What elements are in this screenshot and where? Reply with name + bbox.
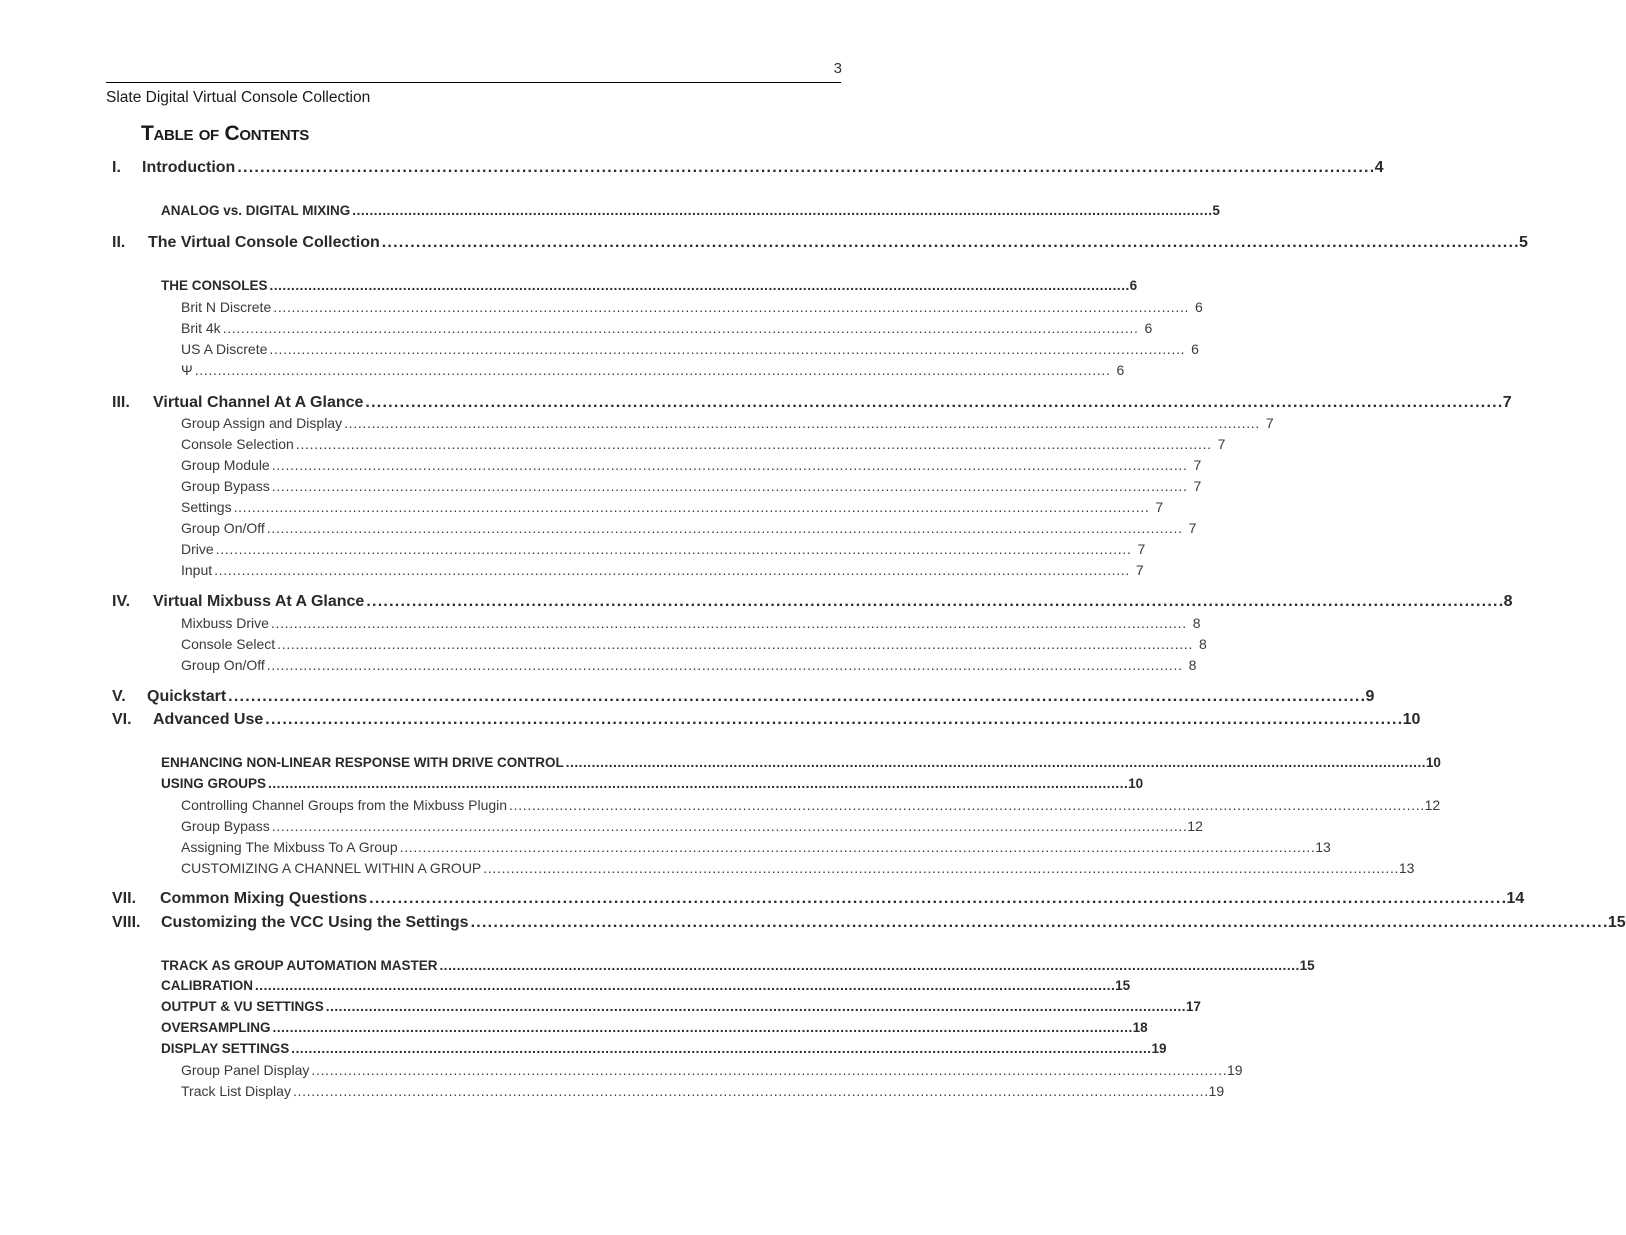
toc-entry-page: 7 [1135,562,1144,578]
toc-entry[interactable] [181,541,1146,559]
toc-entry-page: 15 [1299,958,1315,973]
toc-entry[interactable] [112,394,1512,416]
toc-entry[interactable] [161,958,1315,976]
toc-entry-page: 17 [1185,999,1201,1014]
toc-entry[interactable] [112,711,1421,733]
toc-entry-page: 10 [1425,755,1441,770]
toc-entry-page: 15 [1607,914,1626,931]
toc-entry[interactable] [161,1041,1167,1059]
page-number: 3 [833,60,842,77]
toc-entry[interactable] [181,818,1203,836]
toc-entry-page: 13 [1315,839,1331,855]
dot-leader [223,320,1137,336]
toc-entry-page: 18 [1132,1020,1148,1035]
toc-entry-title: TRACK AS GROUP AUTOMATION MASTER [161,958,438,973]
toc-entry-title: DISPLAY SETTINGS [161,1041,290,1056]
dot-leader [566,755,1424,770]
toc-entry-page: 6 [1129,278,1138,293]
toc-entry-title: Group Module [181,457,270,473]
header-rule [106,82,841,83]
dot-leader [273,299,1187,315]
toc-entry-title: Introduction [142,159,236,176]
toc-entry-title: Console Select [181,636,276,652]
dot-leader [273,1020,1131,1035]
toc-entry[interactable] [112,234,1528,256]
toc-entry-page: 4 [1374,159,1384,176]
toc-entry-page: 19 [1208,1083,1225,1099]
toc-entry-page: 13 [1398,860,1415,876]
dot-leader [267,520,1181,536]
toc-entry-title: OVERSAMPLING [161,1020,271,1035]
toc-entry[interactable] [181,362,1125,380]
toc-entry-title: Drive [181,541,214,557]
toc-entry-page: 15 [1115,978,1131,993]
toc-entry-title: CALIBRATION [161,978,253,993]
toc-entry-title: Advanced Use [153,711,264,728]
toc-entry-title: Customizing the VCC Using the Settings [161,914,469,931]
toc-entry-title: Virtual Mixbuss At A Glance [153,593,365,610]
dot-leader [269,341,1183,357]
dot-leader [272,478,1186,494]
toc-entry-title: Group On/Off [181,657,265,673]
toc-entry-page: 8 [1503,593,1513,610]
dot-leader [293,1083,1207,1099]
toc-entry-page: 7 [1217,436,1226,452]
toc-entry[interactable] [181,615,1201,633]
toc-entry-page: 7 [1137,541,1146,557]
toc-entry-page: 7 [1155,499,1164,515]
toc-entry-title: Brit 4k [181,320,221,336]
toc-entry[interactable] [181,520,1197,538]
toc-entry-number: VIII. [112,914,141,931]
toc-entry-title: Ψ [181,362,193,378]
toc-entry-title: Virtual Channel At A Glance [153,394,364,411]
toc-entry-title: Quickstart [147,688,227,705]
toc-entry-number: VI. [112,711,132,728]
toc-entry[interactable] [181,299,1203,317]
toc-entry-page: 19 [1226,1062,1243,1078]
dot-leader [277,636,1191,652]
toc-entry-number: VII. [112,890,137,907]
toc-entry[interactable] [181,657,1197,675]
dot-leader [272,818,1186,834]
toc-entry-number: IV. [112,593,131,610]
toc-entry-page: 8 [1198,636,1207,652]
toc-entry-page: 7 [1193,478,1202,494]
toc-entry-number: I. [112,159,121,176]
toc-entry[interactable] [161,278,1138,296]
toc-entry[interactable] [112,890,1525,912]
dot-leader [255,978,1113,993]
toc-entry-title: Group Assign and Display [181,415,343,431]
toc-entry[interactable] [161,999,1201,1017]
toc-entry-number: III. [112,394,130,411]
dot-leader [214,562,1128,578]
toc-entry-page: 9 [1365,688,1375,705]
toc-entry-page: 7 [1188,520,1197,536]
toc-entry-page: 8 [1188,657,1197,673]
toc-entry-title: US A Discrete [181,341,268,357]
toc-entry-title: Group Bypass [181,818,270,834]
toc-entry[interactable] [181,860,1415,878]
dot-leader [228,688,1363,706]
toc-entry-page: 6 [1191,341,1199,357]
toc-entry[interactable] [112,688,1375,710]
toc-entry[interactable] [181,341,1199,359]
dot-leader [272,457,1186,473]
dot-leader [365,394,1500,412]
toc-title: Table of Contents [141,122,309,145]
toc-entry-title: The Virtual Console Collection [148,234,380,251]
toc-entry-title: ENHANCING NON-LINEAR RESPONSE WITH DRIVE CONTROL [161,755,564,770]
toc-entry[interactable] [112,914,1626,936]
toc-entry-page: 6 [1195,299,1203,315]
toc-entry[interactable] [181,1062,1243,1080]
toc-entry-title: Brit N Discrete [181,299,272,315]
toc-entry[interactable] [181,839,1331,857]
dot-leader [195,362,1109,378]
toc-entry-title: OUTPUT & VU SETTINGS [161,999,324,1014]
toc-entry-page: 6 [1144,320,1153,336]
toc-entry-number: II. [112,234,126,251]
toc-entry-page: 7 [1193,457,1202,473]
toc-entry-page: 19 [1151,1041,1167,1056]
toc-entry-page: 5 [1519,234,1528,251]
toc-entry[interactable] [161,776,1144,794]
dot-leader [216,541,1130,557]
toc-entry-page: 7 [1265,415,1274,431]
toc-entry-title: Controlling Channel Groups from the Mixbuss Plugin [181,797,508,813]
dot-leader [234,499,1148,515]
toc-entry-page: 6 [1116,362,1125,378]
toc-entry-page: 5 [1212,203,1220,218]
toc-entry-page: 10 [1128,776,1144,791]
toc-entry-title: Group Bypass [181,478,270,494]
toc-entry-title: THE CONSOLES [161,278,268,293]
dot-leader [471,914,1606,932]
dot-leader [311,1062,1225,1078]
dot-leader [483,860,1397,876]
toc-entry[interactable] [181,436,1226,454]
toc-entry-number: V. [112,688,126,705]
toc-entry-title: Common Mixing Questions [160,890,368,907]
dot-leader [296,436,1210,452]
toc-entry[interactable] [181,797,1441,815]
toc-entry-title: Group On/Off [181,520,265,536]
toc-entry[interactable] [181,415,1274,433]
toc-entry[interactable] [112,593,1513,615]
toc-entry-title: Group Panel Display [181,1062,310,1078]
dot-leader [366,593,1501,611]
toc-entry-title: Assigning The Mixbuss To A Group [181,839,398,855]
toc-entry-title: Console Selection [181,436,294,452]
toc-entry-title: Input [181,562,213,578]
dot-leader [271,615,1185,631]
toc-entry-page: 7 [1502,394,1512,411]
toc-entry-title: Track List Display [181,1083,291,1099]
toc-entry[interactable] [161,203,1220,221]
dot-leader [265,711,1400,729]
running-header: Slate Digital Virtual Console Collection [106,89,371,106]
dot-leader [270,278,1128,293]
dot-leader [352,203,1210,218]
toc-entry[interactable] [181,1083,1225,1101]
dot-leader [237,159,1372,177]
toc-entry[interactable] [161,978,1131,996]
dot-leader [400,839,1314,855]
dot-leader [291,1041,1149,1056]
dot-leader [509,797,1423,813]
dot-leader [268,776,1126,791]
dot-leader [440,958,1298,973]
toc-entry-title: CUSTOMIZING A CHANNEL WITHIN A GROUP [181,860,482,876]
toc-entry[interactable] [112,159,1384,181]
toc-entry[interactable] [161,1020,1148,1038]
toc-entry[interactable] [181,320,1153,338]
toc-entry[interactable] [181,562,1144,580]
toc-entry-title: USING GROUPS [161,776,267,791]
dot-leader [326,999,1184,1014]
toc-entry[interactable] [181,636,1207,654]
toc-entry-title: Mixbuss Drive [181,615,269,631]
toc-entry[interactable] [181,478,1202,496]
toc-entry-page: 12 [1424,797,1441,813]
toc-entry-page: 10 [1402,711,1421,728]
toc-entry[interactable] [161,755,1441,773]
toc-entry-page: 12 [1187,818,1203,834]
toc-entry-page: 8 [1192,615,1201,631]
dot-leader [369,890,1504,908]
dot-leader [344,415,1258,431]
dot-leader [267,657,1181,673]
toc-entry-title: ANALOG vs. DIGITAL MIXING [161,203,351,218]
toc-entry-title: Settings [181,499,232,515]
dot-leader [382,234,1517,252]
toc-entry[interactable] [181,457,1202,475]
toc-entry-page: 14 [1506,890,1525,907]
toc-entry[interactable] [181,499,1164,517]
